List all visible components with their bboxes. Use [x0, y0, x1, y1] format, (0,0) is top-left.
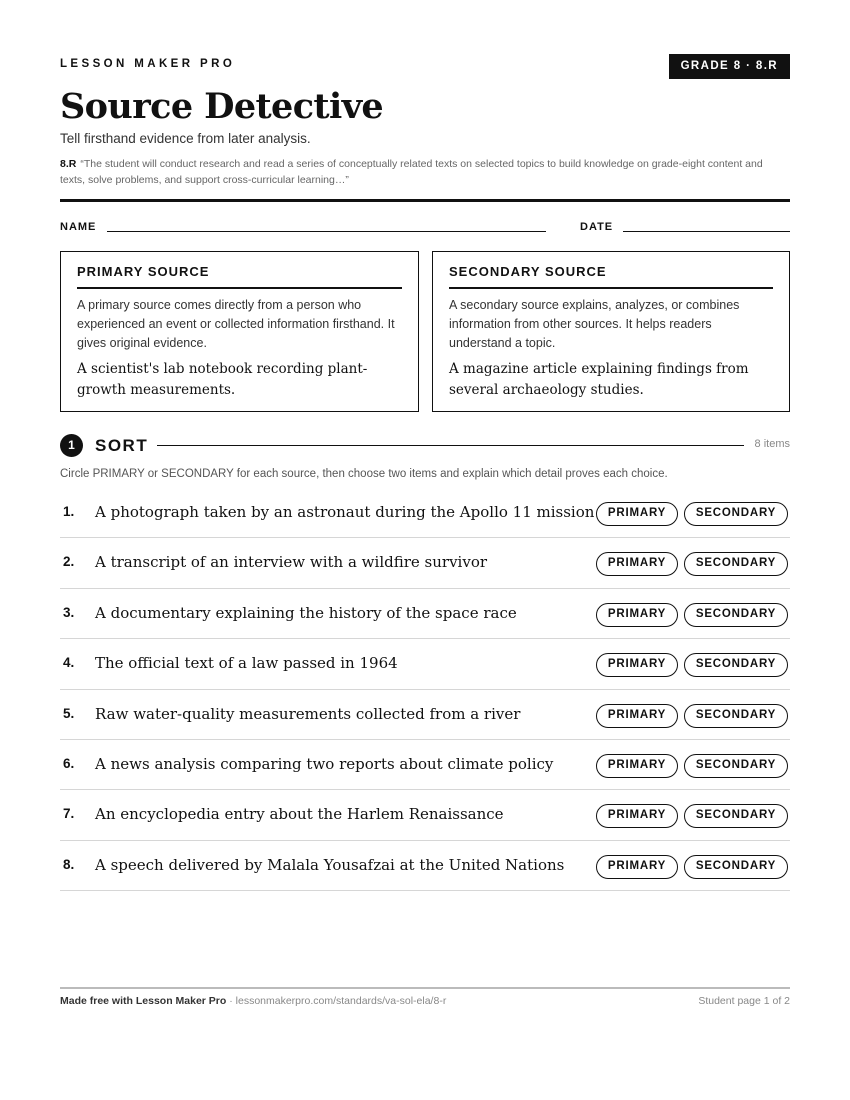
secondary-choice-button[interactable]: SECONDARY: [684, 754, 788, 778]
item-text: A photograph taken by an astronaut during the Apollo 11 mission: [95, 503, 595, 521]
primary-source-definition: [60, 251, 419, 412]
grade-badge: GRADE 8 · 8.R: [669, 54, 790, 79]
primary-choice-button[interactable]: PRIMARY: [596, 502, 678, 526]
secondary-source-heading: SECONDARY SOURCE: [449, 264, 773, 289]
item-text: A transcript of an interview with a wildfire survivor: [95, 553, 488, 572]
primary-source-example: A scientist's lab notebook recording plant-growth measurements.: [77, 361, 368, 398]
item-number: 5.: [63, 705, 75, 721]
item-text: A documentary explaining the history of the space race: [95, 603, 517, 622]
footer-divider: [60, 987, 790, 989]
list-item: [60, 488, 790, 538]
secondary-choice-button[interactable]: SECONDARY: [684, 855, 788, 879]
primary-choice-button[interactable]: PRIMARY: [596, 704, 678, 728]
item-number: 6.: [63, 755, 75, 771]
item-number: 3.: [63, 604, 75, 620]
secondary-choice-button[interactable]: SECONDARY: [684, 804, 788, 828]
item-number: 7.: [63, 806, 75, 822]
secondary-choice-button[interactable]: SECONDARY: [684, 653, 788, 677]
footer-url[interactable]: · lessonmakerpro.com/standards/va-sol-ela/8-r: [226, 995, 447, 1007]
item-number: 4.: [63, 655, 75, 671]
date-field[interactable]: [623, 231, 790, 232]
list-item: [60, 589, 790, 639]
secondary-choice-button[interactable]: SECONDARY: [684, 552, 788, 576]
primary-choice-button[interactable]: PRIMARY: [596, 804, 678, 828]
worksheet-page: [60, 0, 790, 1100]
standard-code: 8.R: [60, 158, 77, 170]
secondary-source-text: A secondary source explains, analyzes, or combines information from other sources. It helps readers understand a topic.: [449, 298, 740, 350]
item-number: 8.: [63, 856, 75, 872]
item-number: 2.: [63, 554, 75, 570]
secondary-source-definition: [432, 251, 790, 412]
source-list: [60, 488, 790, 891]
primary-choice-button[interactable]: PRIMARY: [596, 552, 678, 576]
item-text: An encyclopedia entry about the Harlem Renaissance: [95, 805, 504, 824]
primary-choice-button[interactable]: PRIMARY: [596, 754, 678, 778]
footer-made-with: Made free with Lesson Maker Pro: [60, 995, 227, 1007]
page-title: Source Detective: [60, 86, 384, 127]
page-subtitle: Tell firsthand evidence from later analysis.: [60, 131, 311, 146]
page-indicator: Student page 1 of 2: [698, 995, 790, 1007]
secondary-choice-button[interactable]: SECONDARY: [684, 502, 788, 526]
primary-choice-button[interactable]: PRIMARY: [596, 603, 678, 627]
secondary-choice-button[interactable]: SECONDARY: [684, 603, 788, 627]
section-number-badge: 1: [60, 434, 83, 457]
section-divider: [157, 445, 744, 446]
item-text: Raw water-quality measurements collected from a river: [95, 704, 521, 723]
secondary-choice-button[interactable]: SECONDARY: [684, 704, 788, 728]
item-count: 8 items: [754, 438, 790, 450]
primary-source-heading: PRIMARY SOURCE: [77, 264, 402, 289]
standard-description: [60, 156, 790, 188]
list-item: [60, 690, 790, 740]
item-number: 1.: [63, 504, 75, 519]
standard-text: “The student will conduct research and read a series of conceptually related texts on selected topics to build knowledge on grade-eight content and texts, solve problems, and support cross-curricular learning…”: [60, 158, 763, 186]
item-text: A speech delivered by Malala Yousafzai at the United Nations: [95, 855, 565, 874]
primary-choice-button[interactable]: PRIMARY: [596, 653, 678, 677]
date-label: DATE: [580, 221, 614, 233]
item-text: The official text of a law passed in 1964: [95, 654, 398, 673]
secondary-source-example: A magazine article explaining findings from several archaeology studies.: [449, 361, 749, 398]
item-text: A news analysis comparing two reports about climate policy: [95, 754, 554, 773]
name-label: NAME: [60, 221, 97, 233]
list-item: [60, 841, 790, 891]
list-item: [60, 538, 790, 588]
section-title: SORT: [95, 436, 149, 455]
primary-choice-button[interactable]: PRIMARY: [596, 855, 678, 879]
name-field[interactable]: [107, 231, 546, 232]
list-item: [60, 740, 790, 790]
footer-credit: [60, 995, 446, 1007]
primary-source-text: A primary source comes directly from a person who experienced an event or collected information firsthand. It gives original evidence.: [77, 298, 395, 350]
list-item: [60, 639, 790, 689]
brand-name: LESSON MAKER PRO: [60, 58, 236, 70]
list-item: [60, 790, 790, 840]
section-instructions: Circle PRIMARY or SECONDARY for each source, then choose two items and explain which detail proves each choice.: [60, 468, 668, 480]
header-divider: [60, 199, 790, 202]
